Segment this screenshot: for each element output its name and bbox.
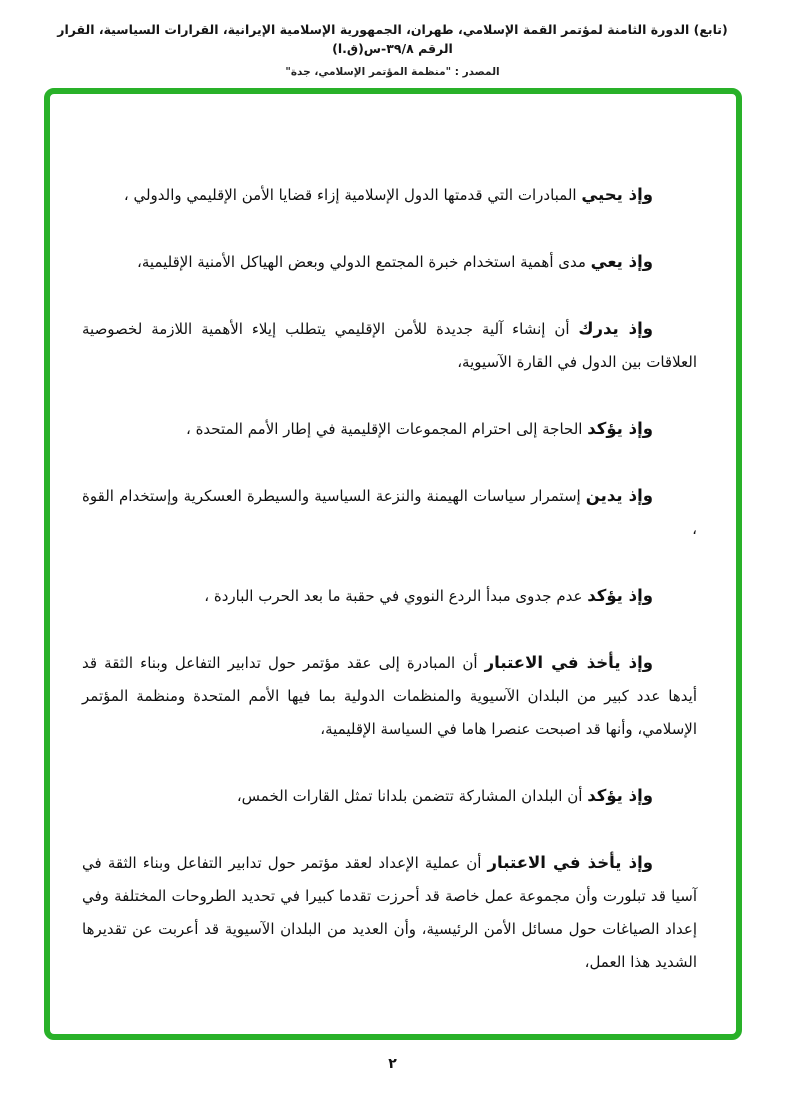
paragraph-text: أن إنشاء آلية جديدة للأمن الإقليمي يتطلب إيلاء الأهمية اللازمة لخصوصية العلاقات بين الدول في القارة الآسيوية، <box>82 320 697 371</box>
paragraph-lead: وإذ يؤكد <box>587 786 653 805</box>
paragraph-text: مدى أهمية استخدام خبرة المجتمع الدولي وبعض الهياكل الأمنية الإقليمية، <box>137 253 591 271</box>
paragraph <box>82 579 697 613</box>
document-header <box>50 20 735 78</box>
paragraph-lead: وإذ يأخذ في الاعتبار <box>487 853 653 872</box>
paragraph-lead: وإذ يؤكد <box>587 419 653 438</box>
paragraph-text: إستمرار سياسات الهيمنة والنزعة السياسية والسيطرة العسكرية وإستخدام القوة ، <box>82 487 697 538</box>
paragraph-lead: وإذ يدين <box>585 486 653 505</box>
paragraph-text: أن البلدان المشاركة تتضمن بلدانا تمثل القارات الخمس، <box>236 787 588 805</box>
paragraph-lead: وإذ يؤكد <box>587 586 653 605</box>
paragraph <box>82 779 697 813</box>
paragraph <box>82 479 697 546</box>
paragraph <box>82 646 697 746</box>
paragraph-text: أن عملية الإعداد لعقد مؤتمر حول تدابير التفاعل وبناء الثقة في آسيا قد تبلورت وأن مجموعة عمل خاصة قد أحرزت تقدما كبيرا في تحديد الطروحات المختلفة وفي إعداد الصياغات حول مسائل الأمن الرئيسية، وأن العديد من البلدان الآسيوية قد أعربت عن تقديرها الشديد هذا العمل، <box>82 854 697 971</box>
paragraph <box>82 178 697 212</box>
paragraph-lead: وإذ يدرك <box>578 319 653 338</box>
paragraph-text: الحاجة إلى احترام المجموعات الإقليمية في إطار الأمم المتحدة ، <box>185 420 588 438</box>
document-header-title: (تابع) الدورة الثامنة لمؤتمر القمة الإسلامي، طهران، الجمهورية الإسلامية الإيرانية، القرارات السياسية، القرار الرقم ٣٩/٨-س(ق.ا) <box>57 22 728 57</box>
page-number: ٢ <box>388 1056 397 1072</box>
paragraph <box>82 312 697 379</box>
paragraph <box>82 245 697 279</box>
paragraph-text: عدم جدوى مبدأ الردع النووي في حقبة ما بعد الحرب الباردة ، <box>204 587 588 605</box>
paragraph <box>82 412 697 446</box>
document-source-line: المصدر : "منظمة المؤتمر الإسلامي، جدة" <box>285 65 500 78</box>
paragraph <box>82 846 697 979</box>
paragraph-text: أن المبادرة إلى عقد مؤتمر حول تدابير التفاعل وبناء الثقة قد أيدها عدد كبير من البلدان الآسيوية والمنظمات الدولية بما فيها الأمم المتحدة ومنظمة المؤتمر الإسلامي، وأنها قد اصبحت عنصرا هاما في السياسة الإقليمية، <box>82 654 697 738</box>
paragraph-lead: وإذ يعي <box>590 252 653 271</box>
paragraph-lead: وإذ يحيي <box>581 185 653 204</box>
paragraph-lead: وإذ يأخذ في الاعتبار <box>484 653 653 672</box>
document-body <box>82 178 697 979</box>
paragraph-text: المبادرات التي قدمتها الدول الإسلامية إزاء قضايا الأمن الإقليمي والدولي ، <box>123 186 582 204</box>
